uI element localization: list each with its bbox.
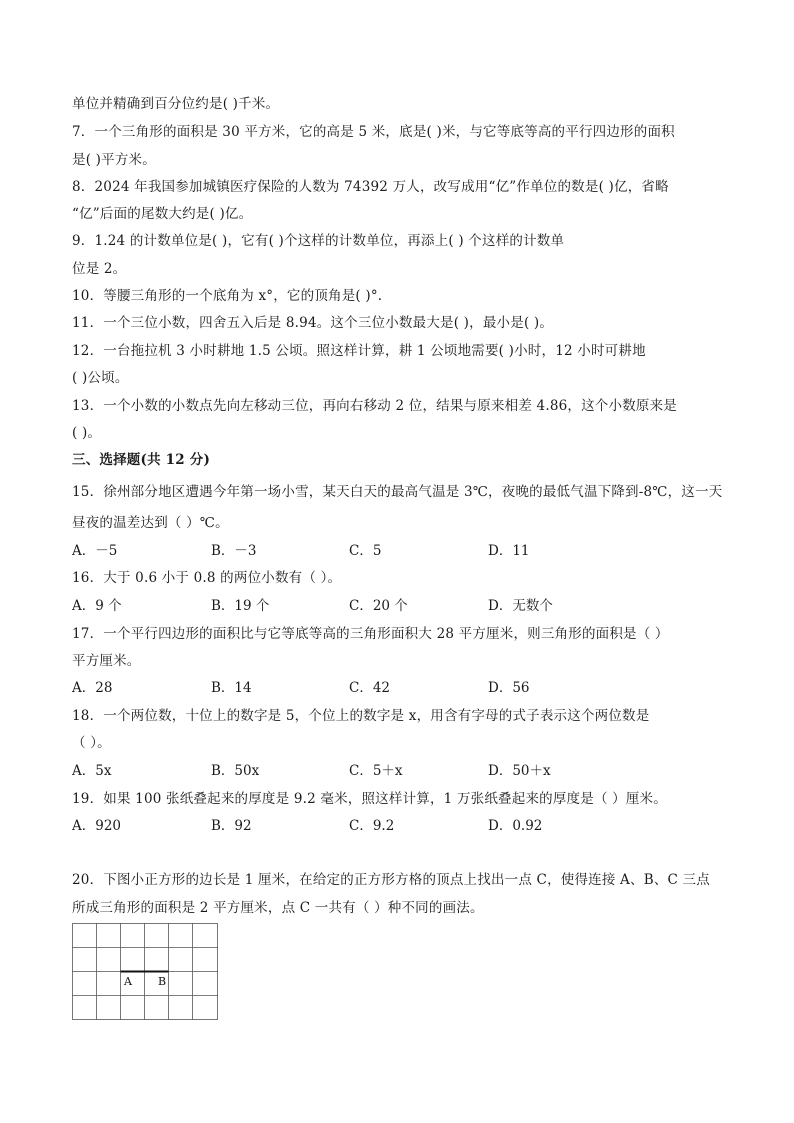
option-c: C．5＋x xyxy=(349,763,403,779)
option-a: A．920 xyxy=(72,818,122,834)
square-grid-figure xyxy=(72,923,218,1020)
point-b-label: B xyxy=(158,975,167,988)
option-b: B．－3 xyxy=(211,543,257,559)
option-a: A．28 xyxy=(72,680,113,696)
blank-question-line: 7．一个三角形的面积是 30 平方米，它的高是 5 米，底是( )米，与它等底等高的平行四边形的面积 xyxy=(72,124,675,140)
option-d: D．50＋x xyxy=(488,763,551,779)
blank-question-line: ( )。 xyxy=(72,425,102,441)
blank-question-line: 9．1.24 的计数单位是( )，它有( )个这样的计数单位，再添上( ) 个这样的计数单 xyxy=(72,233,565,249)
question-18-line: 18．一个两位数，十位上的数字是 5，个位上的数字是 x，用含有字母的式子表示这个两位数是 xyxy=(72,708,650,724)
question-17-line: 17．一个平行四边形的面积比与它等底等高的三角形面积大 28 平方厘米，则三角形的面积是（ ） xyxy=(72,626,669,642)
blank-question-line: 8．2024 年我国参加城镇医疗保险的人数为 74392 万人，改写成用“亿”作单位的数是( )亿，省略 xyxy=(72,179,669,195)
point-a-label: A xyxy=(124,975,132,988)
question-19-line: 19．如果 100 张纸叠起来的厚度是 9.2 毫米，照这样计算，1 万张纸叠起来的厚度是（ ）厘米。 xyxy=(72,791,667,807)
blank-question-line: ( )公顷。 xyxy=(72,370,129,386)
option-a: A．9 个 xyxy=(72,598,122,614)
option-c: C．5 xyxy=(349,543,382,559)
question-20-line: 所成三角形的面积是 2 平方厘米，点 C 一共有（ ）种不同的画法。 xyxy=(72,900,484,916)
option-d: D．0.92 xyxy=(488,818,543,834)
option-c: C．9.2 xyxy=(349,818,395,834)
option-a: A．－5 xyxy=(72,543,118,559)
option-b: B．50x xyxy=(211,763,260,779)
option-b: B．19 个 xyxy=(211,598,270,614)
option-c: C．20 个 xyxy=(349,598,408,614)
option-d: D．无数个 xyxy=(488,598,553,614)
blank-question-line: 是( )平方米。 xyxy=(72,152,156,168)
question-18-line: （ ）。 xyxy=(72,735,111,751)
question-16-line: 16．大于 0.6 小于 0.8 的两位小数有（ ）。 xyxy=(72,570,342,586)
option-b: B．14 xyxy=(211,680,252,696)
blank-question-line: 13．一个小数的小数点先向左移动三位，再向右移动 2 位，结果与原来相差 4.86，这个小数原来是 xyxy=(72,398,677,414)
option-d: D．56 xyxy=(488,680,530,696)
blank-question-line: 12．一台拖拉机 3 小时耕地 1.5 公顷。照这样计算，耕 1 公顷地需要( )小时，12 小时可耕地 xyxy=(72,343,646,359)
question-17-line: 平方厘米。 xyxy=(72,653,141,669)
blank-question-line: 位是 2。 xyxy=(72,261,127,277)
question-15-line: 昼夜的温差达到（ ）℃。 xyxy=(72,515,229,531)
option-c: C．42 xyxy=(349,680,391,696)
question-20-line: 20．下图小正方形的边长是 1 厘米，在给定的正方形方格的顶点上找出一点 C，使得连接 A、B、C 三点 xyxy=(72,872,710,888)
blank-question-line: 10．等腰三角形的一个底角为 x°，它的顶角是( )°. xyxy=(72,288,383,304)
option-a: A．5x xyxy=(72,763,112,779)
option-b: B．92 xyxy=(211,818,252,834)
blank-question-line: 11．一个三位小数，四舍五入后是 8.94。这个三位小数最大是( )，最小是( )。 xyxy=(72,315,554,331)
question-15-line: 15．徐州部分地区遭遇今年第一场小雪，某天白天的最高气温是 3℃，夜晚的最低气温下降到-8℃，这一天 xyxy=(72,484,723,500)
blank-question-line: 单位并精确到百分位约是( )千米。 xyxy=(72,96,280,112)
grid-svg xyxy=(72,923,218,1020)
option-d: D．11 xyxy=(488,543,530,559)
section-heading: 三、选择题(共 12 分) xyxy=(72,452,211,468)
blank-question-line: “亿”后面的尾数大约是( )亿。 xyxy=(72,206,253,222)
